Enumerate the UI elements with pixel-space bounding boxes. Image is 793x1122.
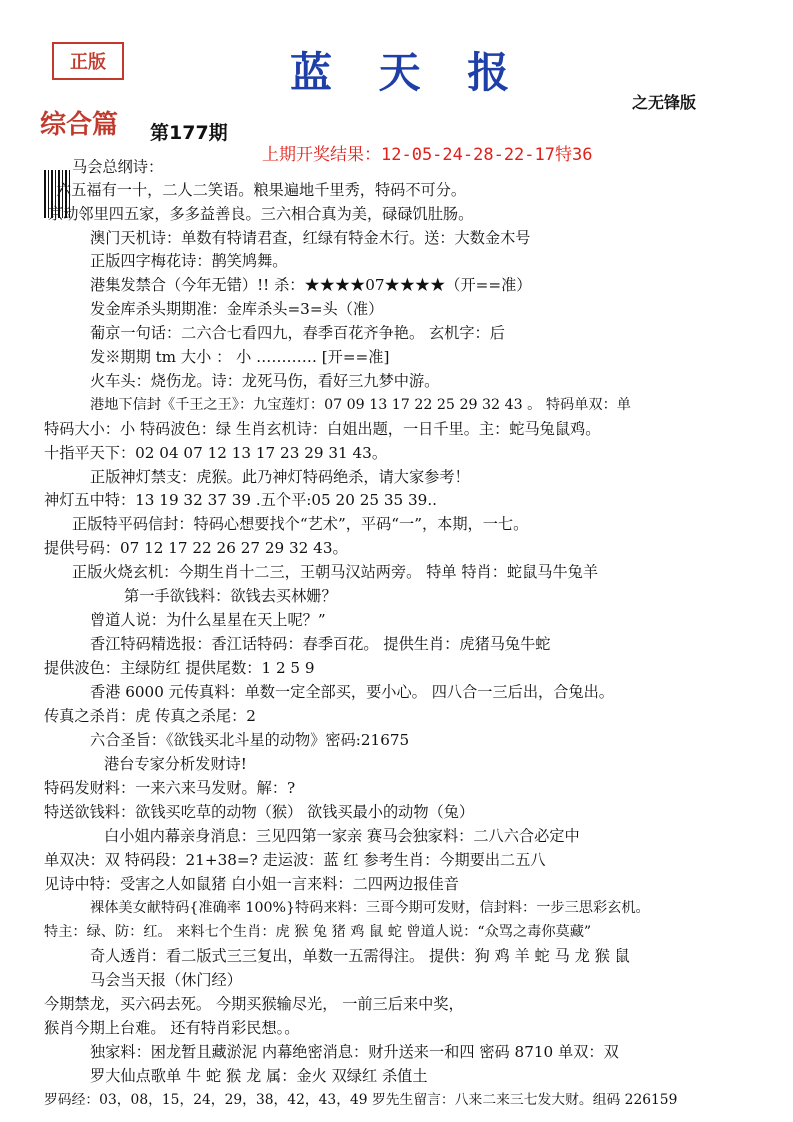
text-line: 罗大仙点歌单 牛 蛇 猴 龙 属：金火 双绿红 杀值土 <box>90 1067 428 1085</box>
text-line: 白小姐内幕亲身消息：三见四第一家亲 赛马会独家料：二八六合必定中 <box>104 827 580 845</box>
text-line: 单双决：双 特码段：21+38=? 走运波：蓝 红 参考生肖：今期要出二五八 <box>44 851 546 869</box>
text-line: 曾道人说：为什么星星在天上呢？” <box>90 611 326 629</box>
text-line: 特送欲钱料：欲钱买吃草的动物（猴） 欲钱买最小的动物（兔） <box>44 803 475 821</box>
text-line: 六合圣旨：《欲钱买北斗星的动物》密码:21675 <box>90 731 410 749</box>
page-title: 蓝 天 报 <box>290 48 526 97</box>
text-line: 正版神灯禁支：虎猴。此乃神灯特码绝杀，请大家参考！ <box>90 468 470 486</box>
text-line: 十指平天下：02 04 07 12 13 17 23 29 31 43。 <box>44 444 388 462</box>
text-line: 正版四字梅花诗：鹊笑鸠舞。 <box>90 252 288 270</box>
text-line: 发※期期 tm 大小 ： 小 ………… [开==准] <box>90 348 390 366</box>
text-line: 马会总纲诗： <box>72 158 164 176</box>
text-line: 今期禁龙，买六码去死。 今期买猴输尽光， 一前三后来中奖， <box>44 995 464 1013</box>
text-line: 提供波色：主绿防红 提供尾数：1 2 5 9 <box>44 659 315 677</box>
text-line: 马会当天报（休门经） <box>90 971 242 989</box>
text-line: 特码发财料：一来六来马发财。解：? <box>44 779 296 797</box>
text-line: 港集发禁合（今年无错）!! 杀：★★★★07★★★★（开==准） <box>90 276 532 294</box>
text-line: 提供号码：07 12 17 22 26 27 29 32 43。 <box>44 539 348 557</box>
text-line: 港地下信封《千王之王》：九宝莲灯：07 09 13 17 22 25 29 32 43 。 特码单双：单 <box>90 397 631 413</box>
text-line: 特码大小：小 特码波色：绿 生肖玄机诗：白姐出题，一日千里。主：蛇马兔鼠鸡。 <box>44 420 601 438</box>
text-line: 京动邻里四五家，多多益善良。三六相合真为美，碌碌饥肚肠。 <box>48 205 474 223</box>
text-line: 奇人透肖：看二版式三三复出，单数一五需得注。 提供：狗 鸡 羊 蛇 马 龙 猴 鼠 <box>90 947 630 965</box>
text-line: 特主：绿、防：红。 来料七个生肖：虎 猴 兔 猪 鸡 鼠 蛇 曾道人说：“众骂之毒你莫藏” <box>44 924 592 940</box>
text-line: 见诗中特：受害之人如鼠猪 白小姐一言来料：二四两边报佳音 <box>44 875 459 893</box>
text-line: 第一手欲钱料：欲钱去买林姗？ <box>124 587 337 605</box>
text-line: 澳门天机诗：单数有特请君查，红绿有特金木行。送：大数金木号 <box>90 229 531 247</box>
authentic-stamp: 正版 <box>52 42 124 80</box>
text-line: 罗码经：03，08，15，24，29，38，42，43，49 罗先生留言：八来二来三七发大财。组码 226159 <box>44 1092 678 1108</box>
text-line: 猴肖今期上台难。 还有特肖彩民想。。 <box>44 1019 300 1037</box>
text-line: 香江特码精选报：香江话特码：春季百花。 提供生肖：虎猪马兔牛蛇 <box>90 635 551 653</box>
text-line: 正版特平码信封：特码心想要找个“艺术”，平码“一”，本期，一七。 <box>72 515 529 533</box>
text-line: 传真之杀肖：虎 传真之杀尾：2 <box>44 707 256 725</box>
text-line: 葡京一句话：二六合七看四九，春季百花齐争艳。 玄机字：后 <box>90 324 505 342</box>
text-line: 六五福有一十，二人二笑语。粮果遍地千里秀，特码不可分。 <box>56 181 467 199</box>
last-result: 上期开奖结果：12-05-24-28-22-17特36 <box>262 145 593 165</box>
text-line: 火车头：烧伤龙。诗：龙死马伤，看好三九梦中游。 <box>90 372 440 390</box>
text-line: 香港 6000 元传真料：单数一定全部买，要小心。 四八合一三后出，合兔出。 <box>90 683 614 701</box>
text-line: 正版火烧玄机：今期生肖十二三，王朝马汉站两旁。 特单 特肖：蛇鼠马牛兔羊 <box>72 563 599 581</box>
edition-label: 之无锋版 <box>632 93 697 112</box>
text-line: 神灯五中特：13 19 32 37 39 .五个平:05 20 25 35 39.. <box>44 491 437 509</box>
text-line: 港台专家分析发财诗! <box>104 755 247 773</box>
section-heading: 综合篇 <box>40 110 119 140</box>
text-line: 独家料：困龙暂且藏淤泥 内幕绝密消息：财升送来一和四 密码 8710 单双：双 <box>90 1043 619 1061</box>
text-line: 裸体美女献特码{准确率 100%}特码来料：三哥今期可发财，信封料：一步三思彩玄机。 <box>90 900 650 916</box>
text-line: 发金库杀头期期准：金库杀头=3=头（准） <box>90 300 384 318</box>
issue-number: 第177期 <box>150 122 228 144</box>
